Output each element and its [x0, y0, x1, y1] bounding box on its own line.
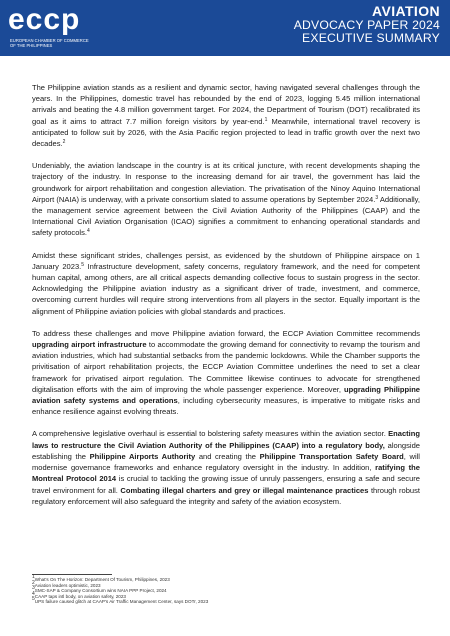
footnote-item: $^2$Aviation leaders optimistic, 2023 — [32, 579, 101, 588]
emphasis-illegal-charters: Combating illegal charters and grey or illegal maintenance practices — [120, 485, 369, 495]
emphasis-montreal-protocol: ratifying the Montreal Protocol 2014 — [32, 463, 420, 484]
emphasis-safety-systems: upgrading Philippine aviation safety systems and operations — [32, 384, 421, 406]
paragraph-recommendations: To address these challenges and move Philippine aviation forward, the ECCP Aviation Committee recommends upgrading airport infrastructure to accommodate the growing demand for connectivity to revamp the tourism and aviation industries, which had substantial setbacks from the pandemic lockdowns. While the Chamber supports the privitisation of airport rehabilitation projects, the ECCP Aviation Committee underlines the need to set a clear framework for privatised airport regulation. The Committee likewise continues to advocate for strengthened digitalisation efforts with the aim of improving the whole passenger experience. Moreover, upgrading Philippine aviation safety systems and operations, including cybersecurity measures, is imperative to mitigate risks and enhance resilience against evolving threats. — [32, 328, 421, 417]
paragraph-landscape: Undeniably, the aviation landscape in the country is at its critical juncture, with recent developments shaping the trajectory of the industry. In response to the increasing demand for air travel, the government has laid the groundwork for airport rehabilitation and congestion alleviation. The privatisation of the Ninoy Aquino International Airport (NAIA) is underway, with a private consortium slated to assume operations by September 2024.$^3$ Additionally, the management service agreement between the Civil Aviation Authority of the Philippines (CAAP) and the International Civil Aviation Organisation (ICAO) signifies a commitment to enhancing operational standards and safety protocols.$^4$ — [32, 161, 420, 238]
footnote-item: $^3$SMC-SAP & Company Consortium wins NAIA PPP Project, 2024 — [32, 585, 167, 594]
footnote-item: $^5$UPS failure caused glitch at CAAP's Air Traffic Management Center, says DOTr, 2023 — [32, 596, 209, 605]
footnotes — [32, 574, 332, 605]
footnote-divider — [32, 574, 112, 575]
footnote-ref: 2 — [62, 139, 66, 146]
emphasis-safety-board: Philippine Transportation Safety Board — [259, 451, 404, 461]
logo-subtitle: EUROPEAN CHAMBER OF COMMERCE OF THE PHILIPPINES — [10, 38, 89, 48]
eccp-logo — [8, 3, 128, 52]
logo-wordmark: eccp — [8, 3, 81, 36]
paragraph-intro: The Philippine aviation stands as a resilient and dynamic sector, having navigated several challenges through the years. In the Philippines, domestic travel has rebounded by the end of 2023, logging 5.45 million international arrivals and beating the 4.8 million government target. For 2024, the Department of Tourism (DOT) recalibrated its goal as it aims to attract 7.7 million foreign visitors by year-end.$^1$ Meanwhile, international travel recovery is anticipated to follow suit by 2026, with the Asia Pacific region projected to lead in traffic growth over the next two decades.$^2$ — [32, 83, 420, 149]
footnote-ref: 4 — [86, 228, 90, 235]
footnote-ref: 5 — [81, 261, 85, 268]
footnote-item: $^1$What's On The Horizon: Department Of Tourism, Philippines, 2023 — [32, 574, 170, 582]
page-header — [0, 0, 450, 56]
header-title-block — [294, 4, 440, 45]
emphasis-airports-authority: Philippine Airports Authority — [89, 451, 196, 461]
document-subtitle-1: ADVOCACY PAPER 2024 — [293, 18, 440, 32]
main-body — [32, 82, 420, 518]
footnote-item: $^4$CAAP taps intl body, on aviation safety, 2023 — [32, 590, 126, 599]
footnote-ref: 1 — [264, 116, 268, 123]
document-subtitle-2: EXECUTIVE SUMMARY — [302, 31, 440, 45]
document-title: AVIATION — [371, 3, 440, 19]
emphasis-infrastructure: upgrading airport infrastructure — [32, 340, 147, 350]
paragraph-challenges: Amidst these significant strides, challenges persist, as evidenced by the shutdown of Philippine airspace on 1 January 2023.$^5$ Infrastructure development, safety concerns, regulatory framework, and the need for competent human capital, among others, are all critical aspects demanding collective focus to sustain progress in the sector. Acknowledging the Philippine aviation industry as a significant driver of trade, investment, and commerce, overcoming current hurdles will require strong interventions from all players in the sector. Equally important is the alignment of Philippine aviation policies with global standards and practices. — [32, 250, 420, 316]
emphasis-caap-law: Enacting laws to restructure the Civil Aviation Authority of the Philippines (CAAP) into a regulatory body, — [32, 429, 420, 450]
paragraph-legislative: A comprehensive legislative overhaul is essential to bolstering safety measures within the aviation sector. Enacting laws to restructure the Civil Aviation Authority of the Philippines (CAAP) into a regulatory body, alongside establishing the Philippine Airports Authority and creating the Philippine Transportation Safety Board, will modernise governance frameworks and enhance regulatory oversight in the industry. In addition, ratifying the Montreal Protocol 2014 is crucial to tackling the growing issue of unruly passengers, ensuring a safe and secure travel environment for all. Combating illegal charters and grey or illegal maintenance practices through robust regulatory enforcement will also safeguard the integrity and safety of the aviation ecosystem. — [32, 429, 420, 506]
footnote-ref: 3 — [375, 194, 379, 201]
